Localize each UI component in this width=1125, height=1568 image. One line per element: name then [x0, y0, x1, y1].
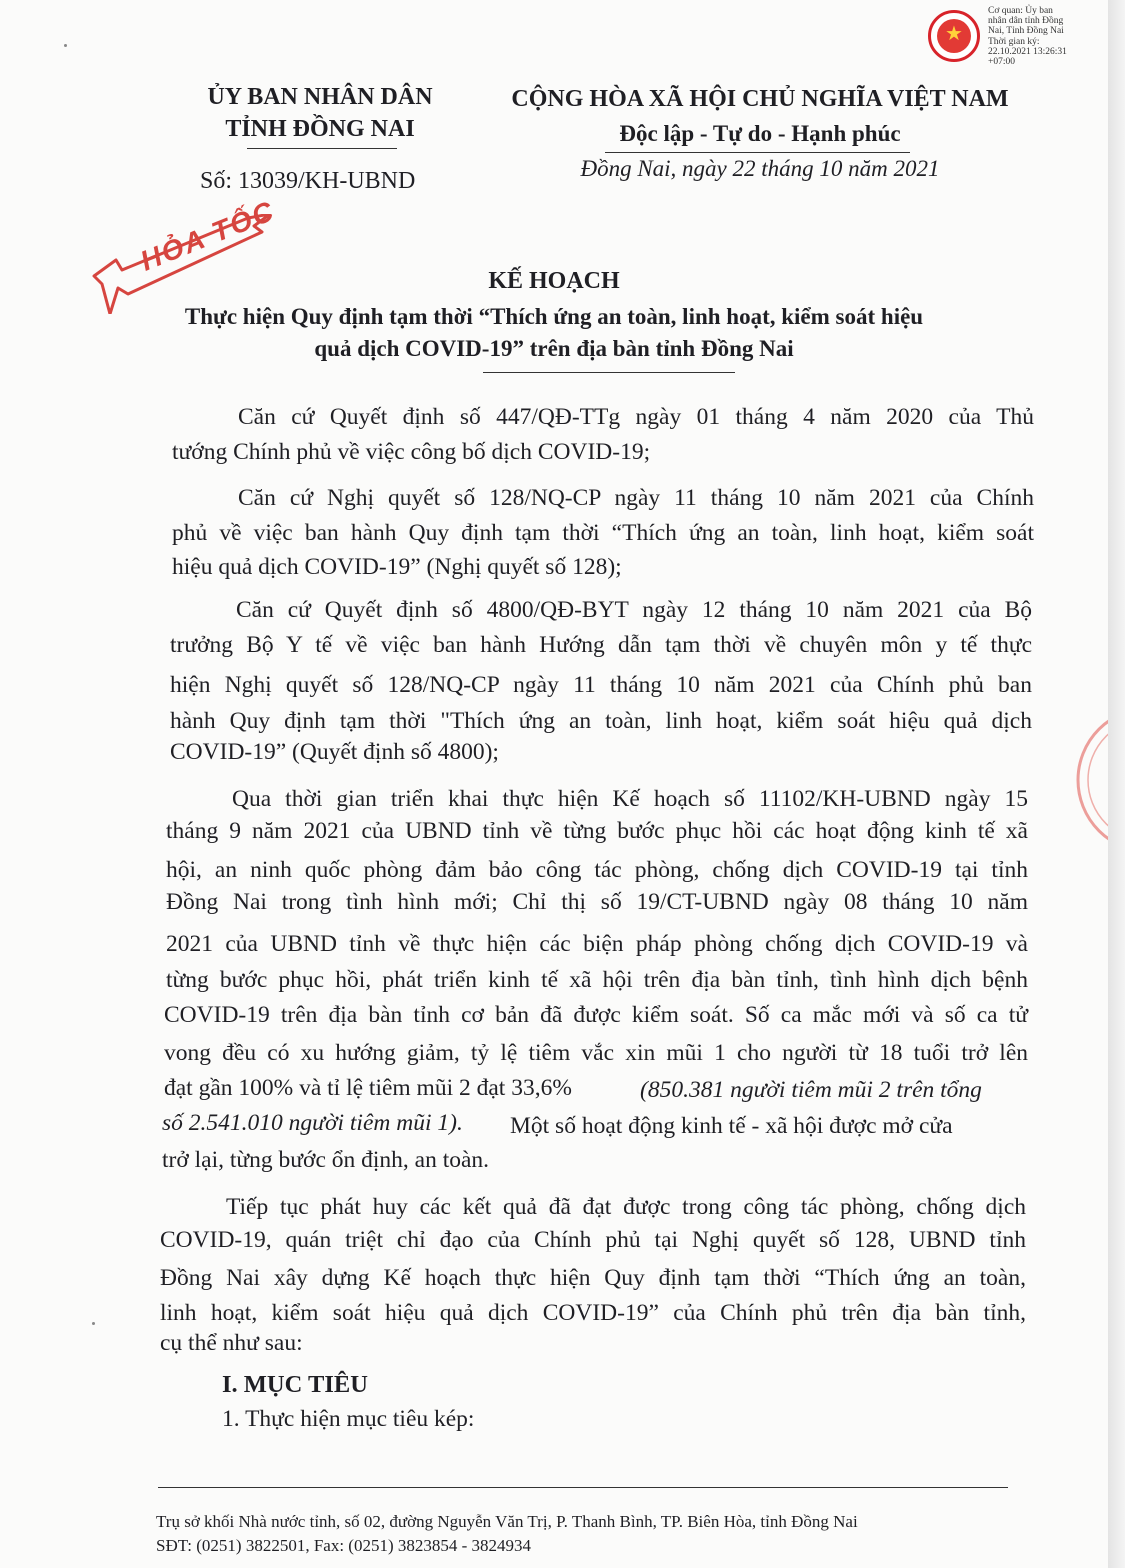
body-line: trở lại, từng bước ổn định, an toàn. [162, 1147, 490, 1173]
body-line: Đồng Nai xây dựng Kế hoạch thực hiện Quy định tạm thời “Thích ứng an toàn, [160, 1265, 1026, 1291]
signature-line: +07:00 [988, 57, 1015, 68]
place-date: Đồng Nai, ngày 22 tháng 10 năm 2021 [580, 156, 940, 181]
document-type: KẾ HOẠCH [488, 268, 620, 294]
body-line: COVID-19” (Quyết định số 4800); [170, 739, 499, 765]
signature-line: Thời gian ký: [988, 36, 1040, 47]
body-line: Căn cứ Quyết định số 4800/QĐ-BYT ngày 12 tháng 10 năm 2021 của Bộ [236, 597, 1032, 623]
section-heading: I. MỤC TIÊU [222, 1371, 368, 1398]
digital-signature [922, 6, 1122, 72]
body-line: cụ thể như sau: [160, 1330, 303, 1356]
page-edge [1108, 0, 1125, 1568]
body-line: tháng 9 năm 2021 của UBND tỉnh về từng bước phục hồi các hoạt động kinh tế xã [166, 818, 1028, 844]
body-line: Căn cứ Nghị quyết số 128/NQ-CP ngày 11 tháng 10 năm 2021 của Chính [238, 485, 1034, 511]
body-line-italic: số 2.541.010 người tiêm mũi 1). [162, 1110, 463, 1136]
body-line: COVID-19, quán triệt chỉ đạo của Chính phủ tại Nghị quyết số 128, UBND tỉnh [160, 1227, 1026, 1253]
document-subject-line1: Thực hiện Quy định tạm thời “Thích ứng an toàn, linh hoạt, kiểm soát hiệu [184, 304, 924, 329]
signature-line: Nai, Tỉnh Đồng Nai [988, 26, 1064, 37]
signature-line: Cơ quan: Ủy ban [988, 6, 1053, 16]
body-line: Một số hoạt động kinh tế - xã hội được mở cửa [510, 1113, 953, 1139]
document-number: Số: 13039/KH-UBND [200, 168, 416, 194]
divider [605, 152, 910, 153]
body-line: đạt gần 100% và tỉ lệ tiêm mũi 2 đạt 33,6% [164, 1075, 572, 1101]
document-subject-line2: quả dịch COVID-19” trên địa bàn tỉnh Đồng Nai [314, 336, 794, 361]
signature-line: nhân dân tỉnh Đồng [988, 16, 1064, 27]
list-item: 1. Thực hiện mục tiêu kép: [222, 1406, 475, 1432]
national-title: CỘNG HÒA XÃ HỘI CHỦ NGHĨA VIỆT NAM [511, 86, 1009, 112]
body-line: COVID-19 trên địa bàn tỉnh cơ bản đã được kiểm soát. Số ca mắc mới và số ca tử [164, 1002, 1028, 1028]
national-emblem-icon: ★ [928, 10, 980, 62]
body-line: Căn cứ Quyết định số 447/QĐ-TTg ngày 01 tháng 4 năm 2020 của Thủ [238, 404, 1034, 430]
body-line: 2021 của UBND tỉnh về thực hiện các biện pháp phòng chống dịch COVID-19 và [166, 931, 1028, 957]
body-line: Tiếp tục phát huy các kết quả đã đạt được trong công tác phòng, chống dịch [226, 1194, 1026, 1220]
body-line: phủ về việc ban hành Quy định tạm thời “Thích ứng an toàn, linh hoạt, kiểm soát [172, 520, 1034, 546]
body-line: linh hoạt, kiểm soát hiệu quả dịch COVID-19” của Chính phủ trên địa bàn tỉnh, [160, 1300, 1026, 1326]
issuing-authority: ỦY BAN NHÂN DÂN [207, 84, 433, 110]
national-motto: Độc lập - Tự do - Hạnh phúc [619, 121, 901, 146]
body-line: Qua thời gian triển khai thực hiện Kế hoạch số 11102/KH-UBND ngày 15 [232, 786, 1028, 812]
body-line: hiện Nghị quyết số 128/NQ-CP ngày 11 tháng 10 năm 2021 của Chính phủ ban [170, 672, 1032, 698]
body-line: Đồng Nai trong tình hình mới; Chỉ thị số 19/CT-UBND ngày 08 tháng 10 năm [166, 889, 1028, 915]
body-line: vong đều có xu hướng giảm, tỷ lệ tiêm vắc xin mũi 1 cho người từ 18 tuổi trở lên [164, 1040, 1028, 1066]
scan-speck [64, 44, 67, 47]
body-line: hành Quy định tạm thời "Thích ứng an toàn, linh hoạt, kiểm soát hiệu quả dịch [170, 708, 1032, 734]
body-line: hiệu quả dịch COVID-19” (Nghị quyết số 128); [172, 554, 622, 580]
divider [483, 372, 735, 373]
urgent-stamp [88, 194, 288, 314]
issuing-province: TỈNH ĐỒNG NAI [225, 116, 415, 142]
footer-phone: SĐT: (0251) 3822501, Fax: (0251) 3823854 - 3824934 [156, 1536, 532, 1555]
footer-address: Trụ sở khối Nhà nước tỉnh, số 02, đường Nguyễn Văn Trị, P. Thanh Bình, TP. Biên Hòa, tỉnh Đồng Nai [156, 1512, 858, 1531]
body-line: tướng Chính phủ về việc công bố dịch COVID-19; [172, 439, 651, 465]
body-line: trưởng Bộ Y tế về việc ban hành Hướng dẫn tạm thời về chuyên môn y tế thực [170, 632, 1032, 658]
signature-info [988, 6, 1084, 67]
body-line-italic: (850.381 người tiêm mũi 2 trên tổng [640, 1077, 982, 1103]
footer-divider [158, 1487, 1008, 1488]
stamp-label: HỎA TỐC [136, 194, 280, 277]
body-line: từng bước phục hồi, phát triển kinh tế xã hội trên địa bàn tỉnh, tình hình dịch bệnh [166, 967, 1028, 993]
scan-speck [92, 1322, 95, 1325]
signature-line: 22.10.2021 13:26:31 [988, 46, 1067, 57]
divider [247, 148, 397, 149]
body-line: hội, an ninh quốc phòng đảm bảo công tác phòng, chống dịch COVID-19 tại tỉnh [166, 857, 1028, 883]
